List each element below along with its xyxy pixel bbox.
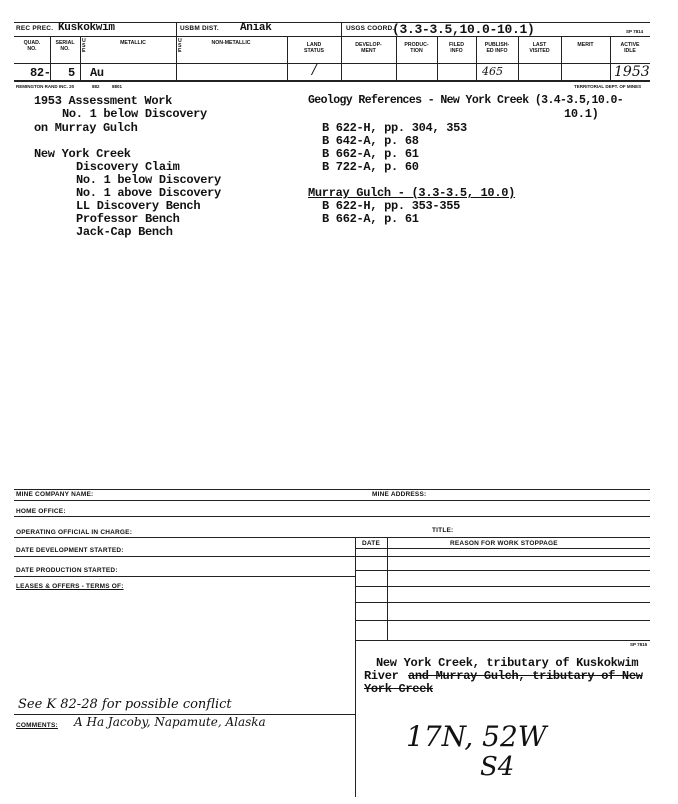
note-line: No. 1 below Discovery (76, 173, 221, 187)
stoppage-note-line-2-prefix: River (364, 669, 399, 683)
col-development: DEVELOP- MENT (355, 42, 382, 54)
title-label: TITLE: (432, 527, 454, 534)
col-quad: QUAD. NO. (23, 40, 41, 52)
territorial-dept: TERRITORIAL DEPT. OF MINES (574, 84, 642, 89)
murray-ref: B 622-H, pp. 353-355 (322, 199, 461, 213)
land-status-value: / (312, 62, 317, 78)
geology-title: Geology References - New York Creek (3.4-3.5,10.0- (308, 94, 624, 107)
reason-col-label: REASON FOR WORK STOPPAGE (450, 540, 558, 547)
quad-value: 82- (30, 66, 51, 80)
col-merit: MERIT (577, 42, 594, 48)
handwritten-see-note: See K 82-28 for possible conflict (18, 697, 232, 712)
col-production: PRODUC- TION (404, 42, 429, 54)
geology-ref: B 642-A, p. 68 (322, 134, 419, 148)
printer-note: REMINGTON RAND INC. 20 (16, 84, 75, 89)
col-filed-info: FILED INFO (449, 42, 464, 54)
date-production-label: DATE PRODUCTION STARTED: (16, 567, 118, 574)
geology-ref: B 722-A, p. 60 (322, 160, 419, 174)
date-col-label: DATE (362, 540, 381, 547)
col-last-visited: LAST VISITED (529, 42, 550, 54)
col-metallic: METALLIC (120, 40, 146, 46)
note-line: New York Creek (34, 147, 131, 161)
header-bottom-border (14, 80, 650, 82)
col-published-info: PUBLISH- ED INFO (484, 42, 510, 54)
rec-prec-label: REC PREC. (16, 25, 54, 32)
murray-title: Murray Gulch - (3.3-3.5, 10.0) (308, 186, 516, 200)
geology-title-cont: 10.1) (564, 107, 599, 121)
col-use-2: U S E (178, 38, 182, 54)
handwritten-location: 17N, 52W (406, 720, 547, 753)
usgs-coord-label: USGS COORD. (346, 25, 395, 32)
note-line: Discovery Claim (76, 160, 180, 174)
date-development-label: DATE DEVELOPMENT STARTED: (16, 547, 124, 554)
operating-official-label: OPERATING OFFICIAL IN CHARGE: (16, 529, 133, 536)
stoppage-note-line-3-struck: York Creek (364, 682, 434, 696)
note-line: No. 1 above Discovery (76, 186, 221, 200)
geology-ref: B 622-H, pp. 304, 353 (322, 121, 467, 135)
mine-company-name-label: MINE COMPANY NAME: (16, 491, 94, 498)
stoppage-note-line-2-struck: and Murray Gulch, tributary of New (408, 669, 643, 683)
rec-prec-value: Kuskokwim (58, 22, 115, 34)
published-info-value: 465 (482, 65, 503, 78)
usgs-coord-value: (3.3-3.5,10.0-10.1) (392, 22, 535, 37)
home-office-label: HOME OFFICE: (16, 508, 66, 515)
header-divider-2 (14, 63, 650, 64)
header-divider-1 (14, 36, 650, 37)
printer-code-1: 882 (92, 84, 100, 89)
col-active-idle: ACTIVE IDLE (620, 42, 640, 54)
note-line: Jack-Cap Bench (76, 225, 173, 239)
col-nonmetallic: NON-METALLIC (211, 40, 251, 46)
murray-ref: B 662-A, p. 61 (322, 212, 419, 226)
active-idle-value: 1953 (614, 64, 650, 80)
handwritten-section: S4 (480, 752, 515, 782)
note-line: LL Discovery Bench (76, 199, 201, 213)
metallic-value: Au (90, 66, 104, 80)
note-assessment: 1953 Assessment Work (34, 94, 173, 108)
form-number: SP 7814 (626, 29, 644, 34)
col-use: U S E (82, 38, 86, 54)
printer-code-2: 8801 (112, 84, 123, 89)
usbm-dist-label: USBM DIST. (180, 25, 219, 32)
note-line: No. 1 below Discovery (62, 107, 207, 121)
geology-ref: B 662-A, p. 61 (322, 147, 419, 161)
note-line: on Murray Gulch (34, 121, 138, 135)
stoppage-note-line-1: New York Creek, tributary of Kuskokwim (376, 656, 639, 670)
leases-label: LEASES & OFFERS - TERMS OF: (16, 583, 124, 590)
note-line: Professor Bench (76, 212, 180, 226)
form-number-2: SP 7815 (630, 642, 648, 647)
comments-value: A Ha Jacoby, Napamute, Alaska (74, 715, 266, 729)
comments-label: COMMENTS: (16, 722, 58, 729)
serial-value: 5 (68, 66, 75, 80)
col-serial: SERIAL NO. (55, 40, 75, 52)
col-land-status: LAND STATUS (304, 42, 324, 54)
mine-address-label: MINE ADDRESS: (372, 491, 427, 498)
usbm-dist-value: Aniak (240, 22, 272, 34)
